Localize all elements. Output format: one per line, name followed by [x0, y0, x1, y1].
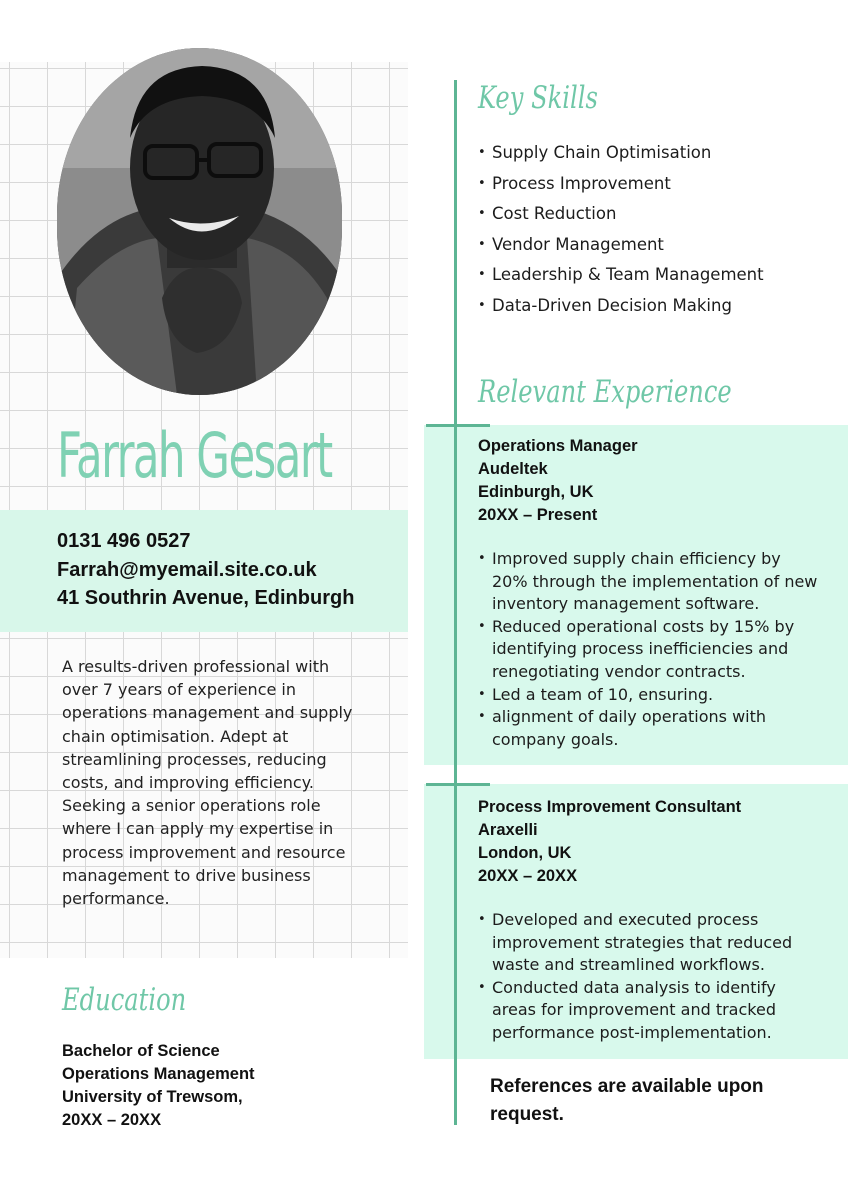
skill-item: • Vendor Management [478, 230, 764, 261]
references-note: References are available upon request. [490, 1076, 764, 1125]
job-bullet: • Improved supply chain efficiency by 20% through the implementation of new inventory management software. [478, 548, 818, 616]
postal-address: 41 Southrin Avenue, Edinburgh [57, 587, 355, 609]
job-bullet: • Led a team of 10, ensuring. [478, 684, 818, 707]
job-bullet: • Reduced operational costs by 15% by identifying process inefficiencies and renegotiating vendor contracts. [478, 616, 818, 684]
job-bullets [478, 548, 818, 751]
skill-item: • Process Improvement [478, 169, 764, 200]
job-company: Araxelli [478, 821, 538, 839]
timeline-tick [426, 424, 490, 427]
job-location: Edinburgh, UK [478, 483, 594, 501]
timeline-line [454, 80, 457, 1125]
profile-photo [57, 48, 342, 395]
timeline-tick [426, 783, 490, 786]
skill-item: • Data-Driven Decision Making [478, 291, 764, 322]
job-dates: 20XX – Present [478, 506, 598, 524]
job-location: London, UK [478, 844, 572, 862]
job-bullet: • alignment of daily operations with company goals. [478, 706, 818, 751]
job-company: Audeltek [478, 460, 548, 478]
education-school: University of Trewsom, [62, 1088, 243, 1106]
skills-list [478, 138, 764, 322]
job-dates: 20XX – 20XX [478, 867, 578, 885]
profile-summary: A results-driven professional with over 7 years of experience in operations management and supply chain optimisation. Adept at streamlining processes, reducing costs, and improving efficiency. Seeking a senior operations role where I can apply my expertise in process improvement and resource management to drive business performance. [62, 657, 353, 909]
skill-item: • Supply Chain Optimisation [478, 138, 764, 169]
skill-item: • Cost Reduction [478, 199, 764, 230]
job-bullets [478, 909, 818, 1045]
key-skills-heading: Key Skills [478, 80, 598, 116]
education-years: 20XX – 20XX [62, 1111, 162, 1129]
candidate-name: Farrah Gesart [57, 419, 332, 492]
experience-heading: Relevant Experience [478, 374, 732, 410]
job-bullet: • Developed and executed process improvement strategies that reduced waste and streamlined workflows. [478, 909, 818, 977]
job-header [478, 435, 638, 527]
job-role: Operations Manager [478, 437, 638, 455]
education-field: Operations Management [62, 1065, 255, 1083]
education-entry [62, 1040, 255, 1132]
job-bullet: • Conducted data analysis to identify areas for improvement and tracked performance post-implementation. [478, 977, 818, 1045]
education-degree: Bachelor of Science [62, 1042, 220, 1060]
job-role: Process Improvement Consultant [478, 798, 742, 816]
phone-number: 0131 496 0527 [57, 530, 191, 552]
education-heading: Education [62, 982, 187, 1018]
email-address: Farrah@myemail.site.co.uk [57, 559, 317, 581]
job-header [478, 796, 741, 888]
skill-item: • Leadership & Team Management [478, 260, 764, 291]
